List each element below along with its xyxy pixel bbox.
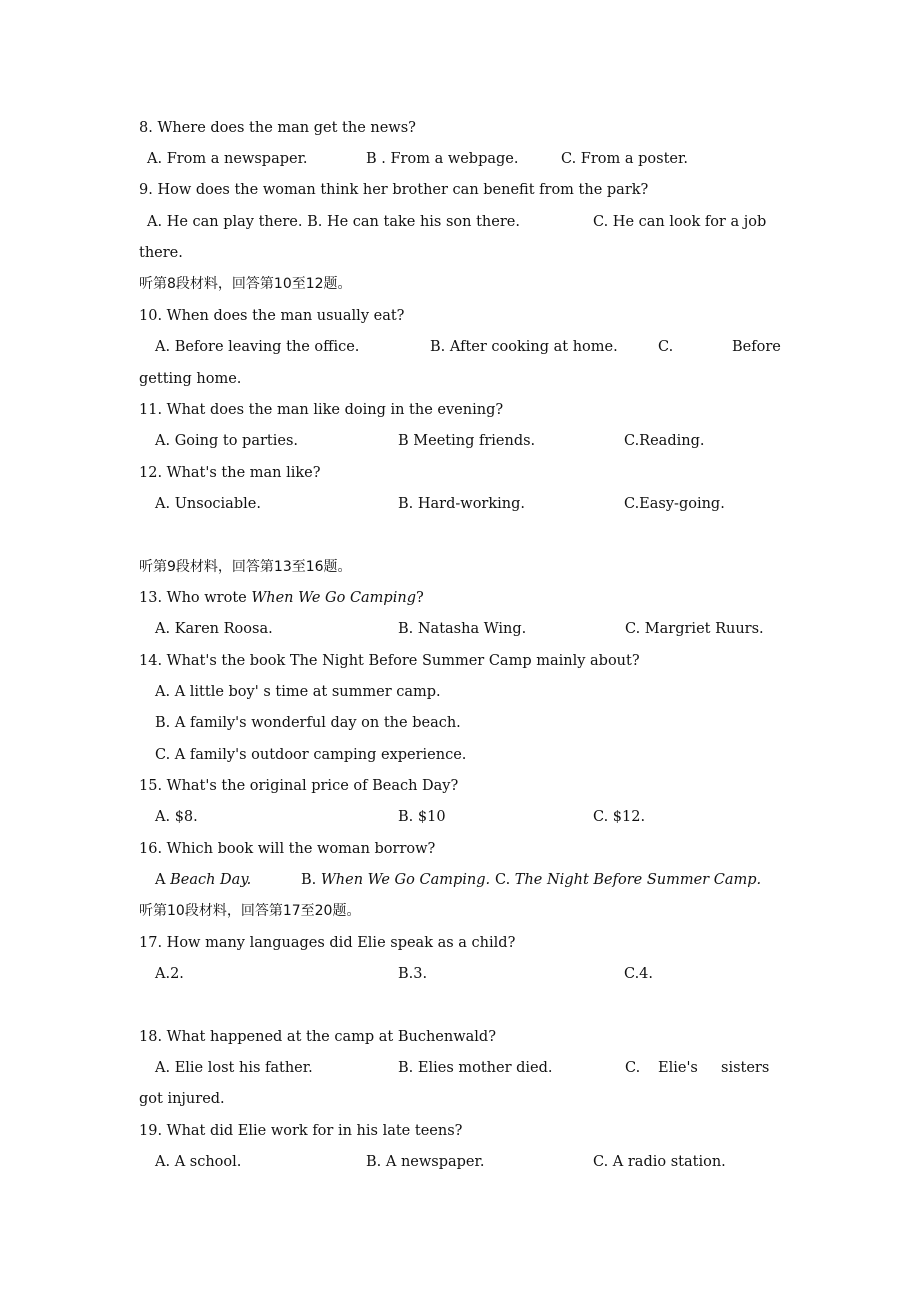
option-16a-label: A	[155, 872, 171, 888]
option-15a: A. $8.	[155, 809, 198, 825]
option-11b: B Meeting friends.	[398, 433, 536, 449]
option-18c-continued: got injured.	[139, 1091, 225, 1107]
question-18-options	[147, 1056, 787, 1080]
question-16-options	[147, 868, 787, 892]
option-13c: C. Margriet Ruurs.	[625, 621, 764, 637]
question-13-prefix: 13. Who wrote	[139, 590, 252, 606]
question-11: 11. What does the man like doing in the evening?	[139, 402, 504, 418]
option-11a: A. Going to parties.	[155, 433, 298, 449]
question-11-options	[147, 429, 787, 453]
option-17c: C.4.	[624, 966, 654, 982]
question-17: 17. How many languages did Elie speak as a child?	[139, 935, 516, 951]
option-11c: C.Reading.	[624, 433, 705, 449]
option-16b-title: When We Go Camping.	[320, 872, 491, 888]
option-9ab: A. He can play there. B. He can take his son there.	[147, 214, 520, 230]
option-14b: B. A family's wonderful day on the beach.	[155, 715, 461, 731]
question-18: 18. What happened at the camp at Buchenwald?	[139, 1029, 496, 1045]
question-19: 19. What did Elie work for in his late teens?	[139, 1123, 463, 1139]
option-19c: C. A radio station.	[593, 1154, 726, 1170]
option-8c: C. From a poster.	[561, 151, 688, 167]
question-10: 10. When does the man usually eat?	[139, 308, 405, 324]
question-12-options	[147, 492, 787, 516]
option-14a: A. A little boy' s time at summer camp.	[155, 684, 441, 700]
section-heading-9: 听第9段材料，回答第13至16题。	[139, 559, 352, 575]
option-10b: B. After cooking at home.	[430, 339, 618, 355]
option-16c	[495, 868, 761, 892]
option-8b: B . From a webpage.	[366, 151, 519, 167]
option-10c-label: C.	[658, 339, 674, 355]
option-15c: C. $12.	[593, 809, 646, 825]
question-8-options	[147, 147, 787, 171]
option-8a: A. From a newspaper.	[147, 151, 308, 167]
option-16a	[155, 868, 251, 892]
option-18a: A. Elie lost his father.	[155, 1060, 313, 1076]
question-19-options	[147, 1150, 787, 1174]
question-14: 14. What's the book The Night Before Summer Camp mainly about?	[139, 653, 640, 669]
question-17-options	[147, 962, 787, 986]
option-12b: B. Hard-working.	[398, 496, 526, 512]
option-15b: B. $10	[398, 809, 446, 825]
option-19a: A. A school.	[155, 1154, 242, 1170]
option-18c-label: C.	[625, 1060, 641, 1076]
option-9c-continued: there.	[139, 245, 183, 261]
option-18c-word1: Elie's	[658, 1060, 698, 1076]
option-14c: C. A family's outdoor camping experience.	[155, 747, 467, 763]
question-8: 8. Where does the man get the news?	[139, 120, 416, 136]
option-17b: B.3.	[398, 966, 428, 982]
option-16a-title: Beach Day.	[170, 872, 252, 888]
question-13	[139, 586, 424, 610]
option-9c: C. He can look for a job	[593, 214, 767, 230]
option-16b	[301, 868, 490, 892]
question-16: 16. Which book will the woman borrow?	[139, 841, 436, 857]
question-13-book-title: When We Go Camping	[251, 590, 416, 606]
option-14a-line	[147, 680, 787, 704]
question-12: 12. What's the man like?	[139, 465, 321, 481]
question-13-options	[147, 617, 787, 641]
question-9-options	[147, 210, 787, 234]
option-12c: C.Easy-going.	[624, 496, 725, 512]
question-10-options	[147, 335, 787, 359]
question-9: 9. How does the woman think her brother can benefit from the park?	[139, 182, 649, 198]
option-13b: B. Natasha Wing.	[398, 621, 527, 637]
question-13-suffix: ?	[415, 590, 424, 606]
option-12a: A. Unsociable.	[155, 496, 261, 512]
option-16c-label: C.	[495, 872, 515, 888]
option-10a: A. Before leaving the office.	[155, 339, 360, 355]
option-18c-word2: sisters	[721, 1060, 770, 1076]
option-16c-title: The Night Before Summer Camp.	[514, 872, 762, 888]
option-16b-label: B.	[301, 872, 321, 888]
option-14c-line	[147, 743, 787, 767]
question-15: 15. What's the original price of Beach Day?	[139, 778, 459, 794]
option-10c-continued: getting home.	[139, 371, 242, 387]
option-17a: A.2.	[155, 966, 184, 982]
option-13a: A. Karen Roosa.	[155, 621, 273, 637]
option-19b: B. A newspaper.	[366, 1154, 485, 1170]
question-15-options	[147, 805, 787, 829]
option-10c-start: Before	[732, 339, 781, 355]
section-heading-10: 听第10段材料，回答第17至20题。	[139, 903, 361, 919]
option-18b: B. Elies mother died.	[398, 1060, 553, 1076]
section-heading-8: 听第8段材料，回答第10至12题。	[139, 276, 352, 292]
option-14b-line	[147, 711, 787, 735]
